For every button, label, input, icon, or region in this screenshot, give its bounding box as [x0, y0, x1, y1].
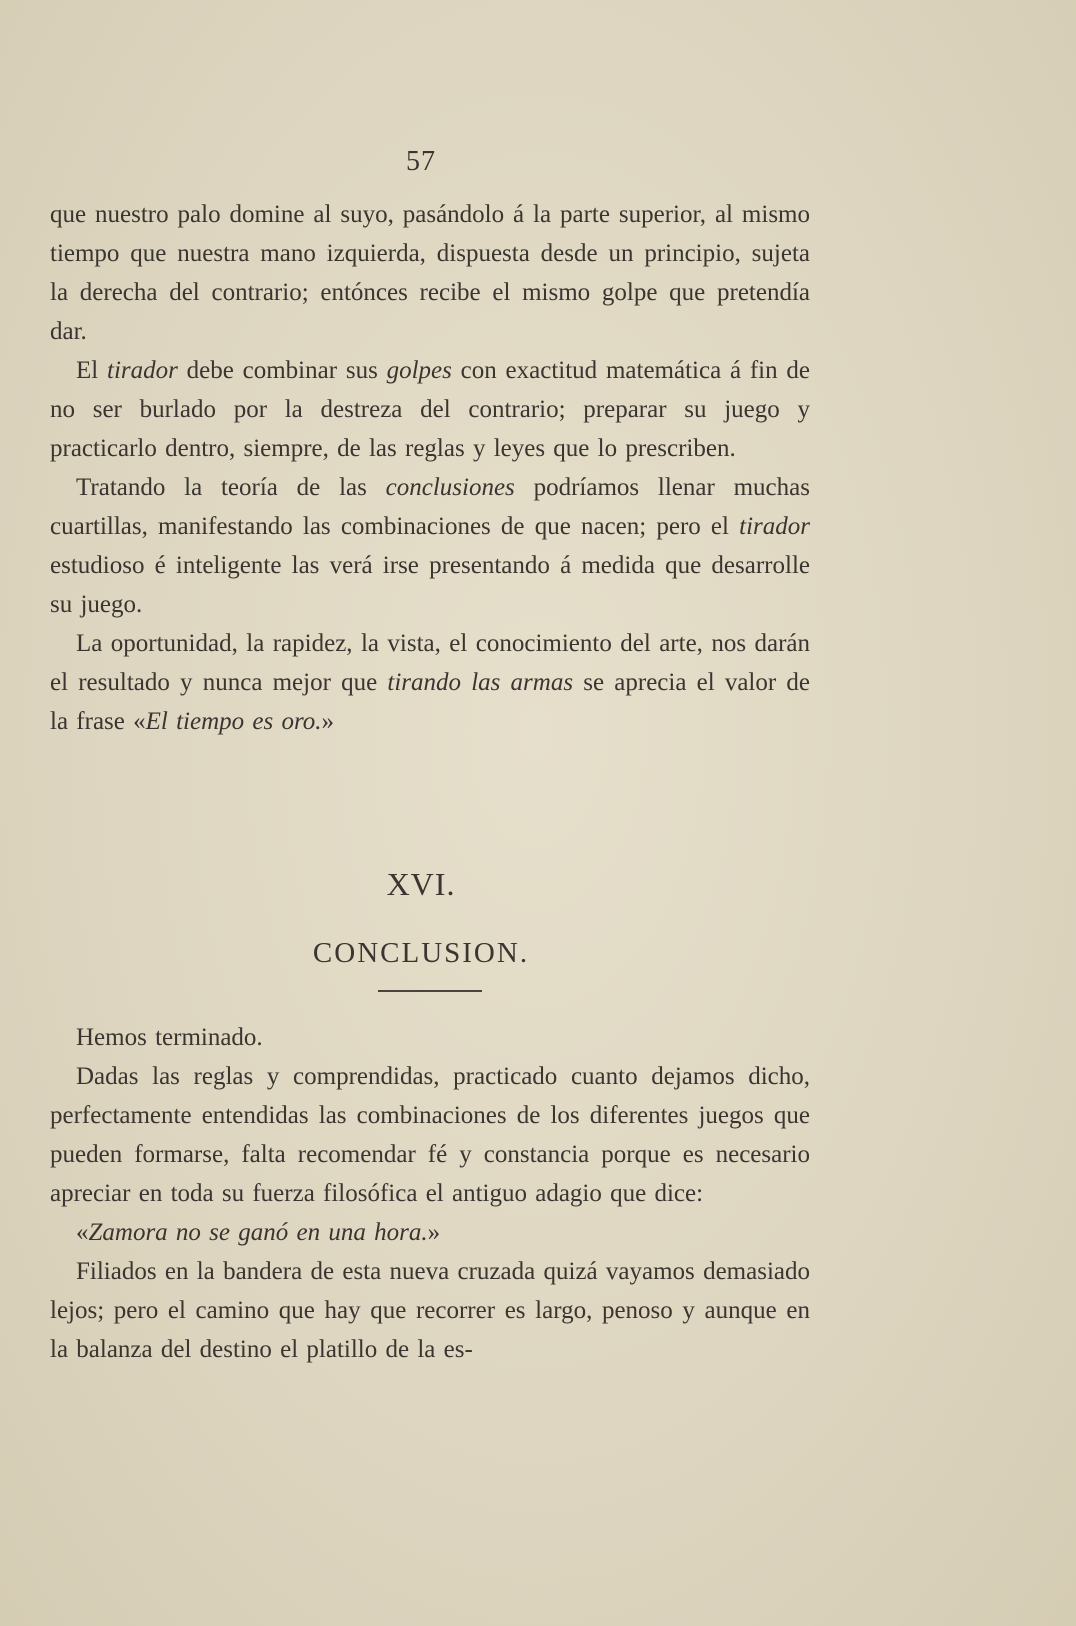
- text-run: podríamos llenar muchas cuartillas, manifestando las combinaciones de que nacen; pero el: [50, 474, 810, 540]
- italic-quote: El tiempo es oro.: [145, 708, 322, 735]
- text-run: La oportunidad, la rapidez, la vista, el conocimiento del arte, nos darán el resultado y nunca mejor que: [50, 630, 810, 696]
- italic-term: tirador: [739, 513, 810, 540]
- italic-term: golpes: [386, 357, 452, 384]
- title-rule-divider: [378, 990, 482, 992]
- paragraph: que nuestro palo domine al suyo, pasándolo á la parte superior, al mismo tiempo que nuestra mano izquierda, dispuesta desde un principio, sujeta la derecha del contrario; entónces recibe el mismo golpe que pretendía dar.: [50, 201, 810, 345]
- text-block-bottom: [50, 1018, 810, 1369]
- text-run: »: [427, 1219, 441, 1246]
- text-run: El: [76, 357, 108, 384]
- text-run: «: [76, 1219, 89, 1246]
- paragraph: [50, 468, 810, 624]
- italic-term: tirando las armas: [387, 669, 574, 696]
- italic-term: tirador: [107, 357, 178, 384]
- italic-term: conclusiones: [385, 474, 515, 501]
- text-run: debe combinar sus: [177, 357, 387, 384]
- paragraph: [50, 624, 810, 741]
- text-run: se aprecia el valor de la frase «: [50, 669, 810, 735]
- chapter-number: XVI.: [386, 866, 456, 902]
- text-block-top: [50, 195, 810, 741]
- italic-quote: Zamora no se ganó en una hora.: [88, 1219, 428, 1246]
- paragraph: [50, 351, 810, 468]
- page-number: 57: [406, 146, 436, 177]
- text-run: Tratando la teoría de las: [76, 474, 386, 501]
- paragraph: Filiados en la bandera de esta nueva cruzada quizá vayamos demasiado lejos; pero el camino que hay que recorrer es largo, penoso y aunque en la balanza del destino el platillo de la es-: [50, 1258, 810, 1363]
- paragraph: Dadas las reglas y comprendidas, practicado cuanto dejamos dicho, perfectamente entendidas las combinaciones de los diferentes juegos que pueden formarse, falta recomendar fé y constancia porque es necesario apreciar en toda su fuerza filosófica el antiguo adagio que dice:: [50, 1063, 810, 1207]
- text-run: con exactitud matemática á fin de no ser burlado por la destreza del contrario; preparar su juego y practicarlo dentro, siempre, de las reglas y leyes que lo prescriben.: [50, 357, 811, 462]
- text-run: »: [321, 708, 335, 735]
- text-run: estudioso é inteligente las verá irse presentando á medida que desarrolle su juego.: [50, 552, 810, 618]
- quote-paragraph: [50, 1213, 810, 1252]
- chapter-title: CONCLUSION.: [312, 937, 530, 969]
- paragraph: Hemos terminado.: [76, 1024, 263, 1051]
